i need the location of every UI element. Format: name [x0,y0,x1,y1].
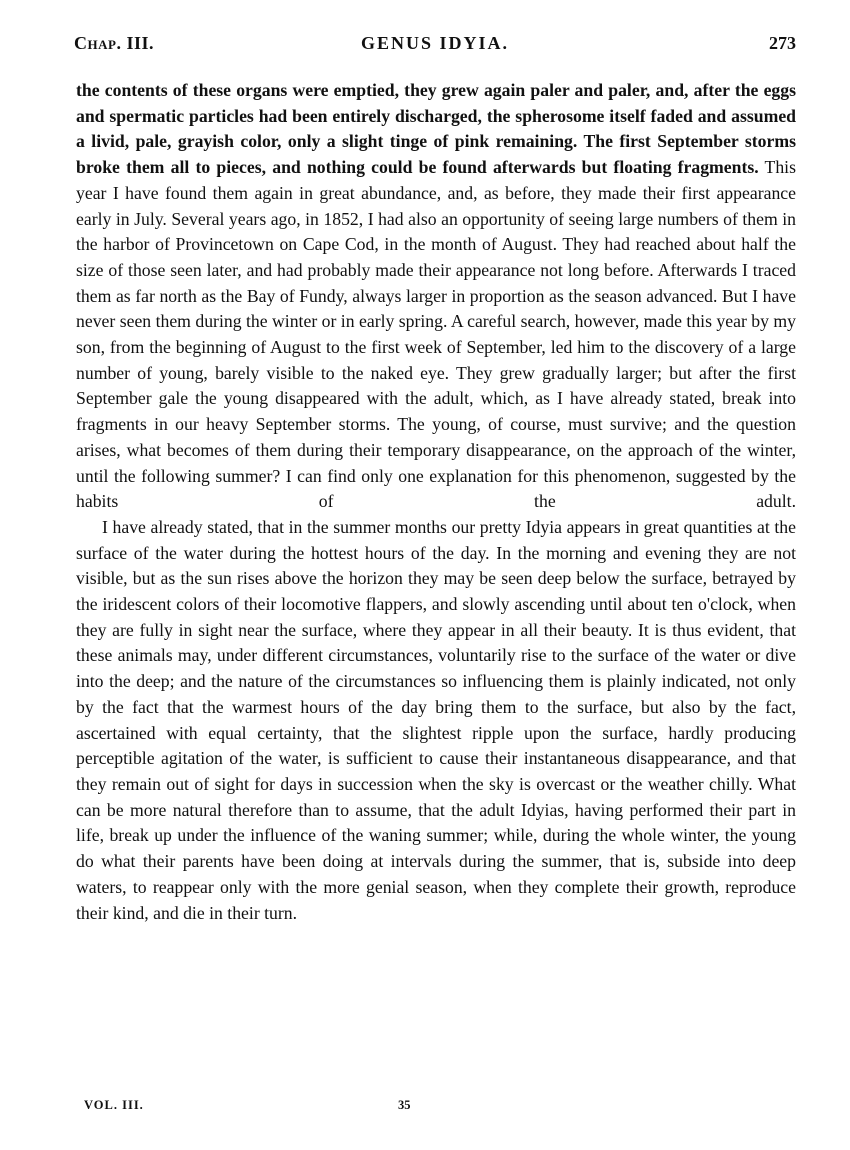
volume-label: VOL. III. [84,1098,144,1112]
chapter-label: Chap. III. [74,33,154,53]
running-head [74,33,796,59]
signature-mark: 35 [398,1098,411,1112]
page-footer [84,1098,796,1118]
page-number: 273 [769,33,796,53]
paragraph-continued [76,78,796,515]
paragraph-bold-lead: the contents of these organs were emptied, they grew again paler and paler, and, after the eggs and spermatic particles had been entirely discharged, the spherosome itself faded and assumed a livid, pale, grayish color, only a slight tinge of pink remaining. The first September storms broke them all to pieces, and nothing could be found afterwards but floating fragments. [76,80,796,178]
body-text [76,78,796,926]
paragraph-text: This year I have found them again in great abundance, and, as before, they made their first appearance early in July. Several years ago, in 1852, I had also an opportunity of seeing large numbers of them in the harbor of Provincetown on Cape Cod, in the month of August. They had reached about half the size of those seen later, and had probably made their appearance not long before. Afterwards I traced them as far north as the Bay of Fundy, always larger in proportion as the season advanced. But I have never seen them during the winter or in early spring. A careful search, however, made this year by my son, from the beginning of August to the first week of September, led him to the discovery of a large number of young, barely visible to the naked eye. They grew gradually larger; but after the first September gale the young disappeared with the adult, which, as I have already stated, break into fragments in our heavy September storms. The young, of course, must survive; and the question arises, what becomes of them during their temporary disappearance, on the approach of the winter, until the following summer? I can find only one explanation for this phenomenon, suggested by the habits of the adult. [76,157,796,512]
running-title: GENUS IDYIA. [360,33,510,53]
paragraph: I have already stated, that in the summer months our pretty Idyia appears in great quantities at the surface of the water during the hottest hours of the day. In the morning and evening they are not visible, but as the sun rises above the horizon they may be seen deep below the surface, betrayed by the iridescent colors of their locomotive flappers, and slowly ascending until about ten o'clock, when they are fully in sight near the surface, where they appear in all their beauty. It is thus evident, that these animals may, under different circumstances, voluntarily rise to the surface of the water or dive into the deep; and the nature of the circumstances so influencing them is plainly indicated, not only by the fact that the warmest hours of the day bring them to the surface, but also by the fact, ascertained with equal certainty, that the slightest ripple upon the surface, hardly producing perceptible agitation of the water, is sufficient to cause their instantaneous disappearance, and that they remain out of sight for days in succession when the sky is overcast or the weather chilly. What can be more natural therefore than to assume, that the adult Idyias, having performed their part in life, break up under the influence of the waning summer; while, during the whole winter, the young do what their parents have been doing at intervals during the summer, that is, subside into deep waters, to reappear only with the more genial season, when they complete their growth, reproduce their kind, and die in their turn. [76,516,796,923]
